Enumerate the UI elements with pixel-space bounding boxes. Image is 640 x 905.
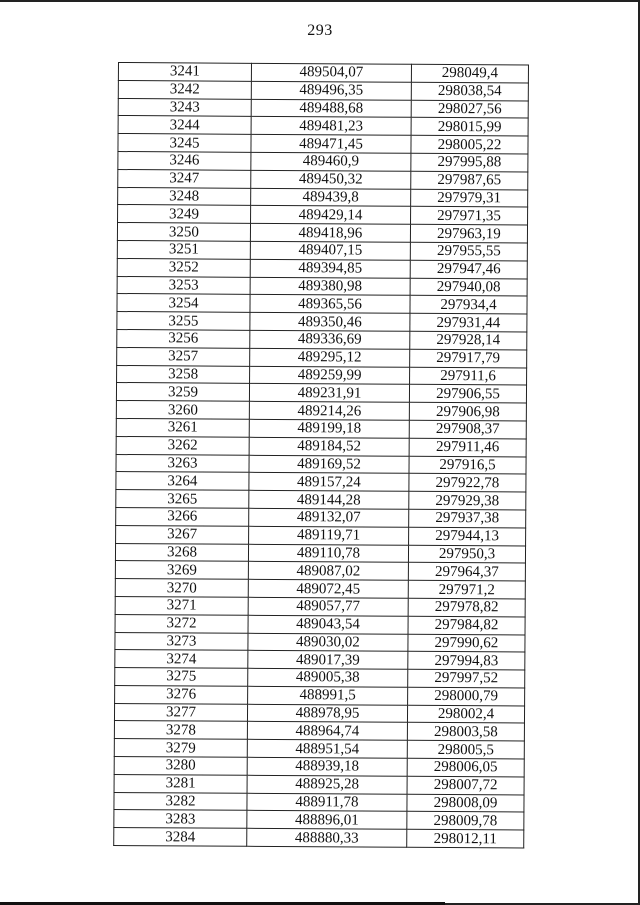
point-number-cell: 3255 bbox=[117, 312, 250, 331]
point-number-cell: 3277 bbox=[114, 703, 247, 722]
x-coordinate-cell: 489394,85 bbox=[250, 259, 410, 278]
y-coordinate-cell: 298000,79 bbox=[408, 687, 525, 706]
x-coordinate-cell: 489017,39 bbox=[248, 651, 408, 670]
point-number-cell: 3254 bbox=[117, 294, 250, 313]
x-coordinate-cell: 488925,28 bbox=[247, 775, 407, 794]
table-row bbox=[117, 312, 527, 332]
point-number-cell: 3282 bbox=[114, 792, 247, 811]
y-coordinate-cell: 297940,08 bbox=[410, 278, 527, 297]
table-row bbox=[115, 614, 525, 634]
x-coordinate-cell: 489184,52 bbox=[249, 437, 409, 456]
y-coordinate-cell: 297934,4 bbox=[410, 296, 527, 315]
x-coordinate-cell: 489380,98 bbox=[250, 277, 410, 296]
point-number-cell: 3244 bbox=[118, 116, 251, 135]
x-coordinate-cell: 488978,95 bbox=[247, 704, 407, 723]
table-row bbox=[117, 223, 527, 243]
y-coordinate-cell: 297950,3 bbox=[408, 545, 525, 564]
y-coordinate-cell: 298049,4 bbox=[411, 64, 528, 83]
x-coordinate-cell: 489496,35 bbox=[251, 81, 411, 100]
x-coordinate-cell: 489231,91 bbox=[249, 384, 409, 403]
point-number-cell: 3256 bbox=[117, 329, 250, 348]
table-row bbox=[118, 98, 528, 118]
point-number-cell: 3252 bbox=[117, 258, 250, 277]
point-number-cell: 3281 bbox=[114, 774, 247, 793]
point-number-cell: 3276 bbox=[115, 685, 248, 704]
table-row bbox=[118, 116, 528, 136]
y-coordinate-cell: 297997,52 bbox=[408, 669, 525, 688]
y-coordinate-cell: 298005,22 bbox=[411, 135, 528, 154]
table-row bbox=[114, 739, 524, 759]
x-coordinate-cell: 488939,18 bbox=[247, 757, 407, 776]
table-row bbox=[115, 561, 525, 581]
page-number: 293 bbox=[307, 22, 333, 39]
y-coordinate-cell: 298015,99 bbox=[411, 118, 528, 137]
table-row bbox=[117, 276, 527, 296]
table-row bbox=[114, 757, 524, 777]
table-row bbox=[114, 810, 524, 830]
x-coordinate-cell: 489057,77 bbox=[248, 597, 408, 616]
x-coordinate-cell: 489157,24 bbox=[249, 473, 409, 492]
coordinates-table-body bbox=[114, 63, 529, 849]
point-number-cell: 3279 bbox=[114, 739, 247, 758]
point-number-cell: 3251 bbox=[117, 240, 250, 259]
y-coordinate-cell: 297994,83 bbox=[408, 652, 525, 671]
table-row bbox=[114, 792, 524, 812]
point-number-cell: 3274 bbox=[115, 650, 248, 669]
table-row bbox=[115, 632, 525, 652]
point-number-cell: 3248 bbox=[118, 187, 251, 206]
y-coordinate-cell: 298006,05 bbox=[407, 758, 524, 777]
x-coordinate-cell: 489259,99 bbox=[250, 366, 410, 385]
y-coordinate-cell: 298038,54 bbox=[411, 82, 528, 101]
table-row bbox=[118, 169, 528, 189]
x-coordinate-cell: 488880,33 bbox=[247, 829, 407, 848]
y-coordinate-cell: 298007,72 bbox=[407, 776, 524, 795]
table-row bbox=[114, 828, 524, 848]
x-coordinate-cell: 489471,45 bbox=[251, 135, 411, 154]
x-coordinate-cell: 489336,69 bbox=[250, 330, 410, 349]
table-row bbox=[118, 151, 528, 171]
x-coordinate-cell: 489214,26 bbox=[249, 401, 409, 420]
y-coordinate-cell: 297917,79 bbox=[410, 349, 527, 368]
x-coordinate-cell: 489418,96 bbox=[250, 223, 410, 242]
y-coordinate-cell: 298027,56 bbox=[411, 100, 528, 119]
point-number-cell: 3242 bbox=[118, 80, 251, 99]
point-number-cell: 3283 bbox=[114, 810, 247, 829]
table-row bbox=[116, 472, 526, 492]
x-coordinate-cell: 488896,01 bbox=[247, 811, 407, 830]
x-coordinate-cell: 488951,54 bbox=[247, 740, 407, 759]
y-coordinate-cell: 297971,2 bbox=[408, 580, 525, 599]
x-coordinate-cell: 489504,07 bbox=[251, 63, 411, 82]
table-row bbox=[116, 418, 526, 438]
x-coordinate-cell: 489429,14 bbox=[251, 206, 411, 225]
table-row bbox=[114, 703, 524, 723]
table-row bbox=[118, 63, 528, 83]
y-coordinate-cell: 298008,09 bbox=[407, 794, 524, 813]
point-number-cell: 3259 bbox=[116, 383, 249, 402]
table-row bbox=[117, 294, 527, 314]
table-row bbox=[117, 365, 527, 385]
x-coordinate-cell: 488991,5 bbox=[248, 686, 408, 705]
table-row bbox=[115, 685, 525, 705]
x-coordinate-cell: 489072,45 bbox=[248, 579, 408, 598]
scan-border-top bbox=[0, 0, 640, 2]
point-number-cell: 3264 bbox=[116, 472, 249, 491]
point-number-cell: 3258 bbox=[117, 365, 250, 384]
x-coordinate-cell: 489043,54 bbox=[248, 615, 408, 634]
x-coordinate-cell: 489199,18 bbox=[249, 419, 409, 438]
point-number-cell: 3267 bbox=[116, 525, 249, 544]
y-coordinate-cell: 297990,62 bbox=[408, 634, 525, 653]
point-number-cell: 3243 bbox=[118, 98, 251, 117]
y-coordinate-cell: 298012,11 bbox=[407, 830, 524, 849]
table-row bbox=[116, 383, 526, 403]
point-number-cell: 3284 bbox=[114, 828, 247, 847]
x-coordinate-cell: 488911,78 bbox=[247, 793, 407, 812]
x-coordinate-cell: 489144,28 bbox=[249, 490, 409, 509]
x-coordinate-cell: 489030,02 bbox=[248, 633, 408, 652]
table-row bbox=[116, 436, 526, 456]
point-number-cell: 3261 bbox=[116, 418, 249, 437]
table-row bbox=[117, 347, 527, 367]
table-row bbox=[116, 401, 526, 421]
point-number-cell: 3272 bbox=[115, 614, 248, 633]
x-coordinate-cell: 489407,15 bbox=[250, 241, 410, 260]
y-coordinate-cell: 298009,78 bbox=[407, 812, 524, 831]
point-number-cell: 3271 bbox=[115, 596, 248, 615]
table-row bbox=[117, 240, 527, 260]
point-number-cell: 3249 bbox=[118, 205, 251, 224]
x-coordinate-cell: 489350,46 bbox=[250, 312, 410, 331]
y-coordinate-cell: 297929,38 bbox=[409, 491, 526, 510]
table-row bbox=[116, 507, 526, 527]
table-row bbox=[114, 721, 524, 741]
table-row bbox=[115, 596, 525, 616]
x-coordinate-cell: 489450,32 bbox=[251, 170, 411, 189]
x-coordinate-cell: 489488,68 bbox=[251, 99, 411, 118]
point-number-cell: 3263 bbox=[116, 454, 249, 473]
table-row bbox=[114, 774, 524, 794]
x-coordinate-cell: 488964,74 bbox=[247, 722, 407, 741]
y-coordinate-cell: 297916,5 bbox=[409, 456, 526, 475]
table-row bbox=[115, 668, 525, 688]
y-coordinate-cell: 297906,98 bbox=[409, 402, 526, 421]
y-coordinate-cell: 297971,35 bbox=[411, 207, 528, 226]
point-number-cell: 3278 bbox=[114, 721, 247, 740]
y-coordinate-cell: 298005,5 bbox=[407, 741, 524, 760]
point-number-cell: 3241 bbox=[118, 63, 251, 82]
x-coordinate-cell: 489132,07 bbox=[249, 508, 409, 527]
table-row bbox=[117, 329, 527, 349]
y-coordinate-cell: 297908,37 bbox=[409, 420, 526, 439]
point-number-cell: 3273 bbox=[115, 632, 248, 651]
coordinates-table bbox=[113, 62, 529, 849]
table-row bbox=[118, 187, 528, 207]
y-coordinate-cell: 297964,37 bbox=[408, 563, 525, 582]
y-coordinate-cell: 297963,19 bbox=[410, 224, 527, 243]
y-coordinate-cell: 297931,44 bbox=[410, 313, 527, 332]
x-coordinate-cell: 489460,9 bbox=[251, 152, 411, 171]
x-coordinate-cell: 489481,23 bbox=[251, 117, 411, 136]
point-number-cell: 3268 bbox=[115, 543, 248, 562]
table-row bbox=[115, 543, 525, 563]
point-number-cell: 3266 bbox=[116, 507, 249, 526]
point-number-cell: 3247 bbox=[118, 169, 251, 188]
y-coordinate-cell: 297911,6 bbox=[410, 367, 527, 386]
point-number-cell: 3280 bbox=[114, 757, 247, 776]
x-coordinate-cell: 489169,52 bbox=[249, 455, 409, 474]
y-coordinate-cell: 297979,31 bbox=[411, 189, 528, 208]
point-number-cell: 3260 bbox=[116, 401, 249, 420]
y-coordinate-cell: 297955,55 bbox=[410, 242, 527, 261]
x-coordinate-cell: 489295,12 bbox=[250, 348, 410, 367]
y-coordinate-cell: 297928,14 bbox=[410, 331, 527, 350]
table-row bbox=[118, 205, 528, 225]
y-coordinate-cell: 297947,46 bbox=[410, 260, 527, 279]
x-coordinate-cell: 489365,56 bbox=[250, 295, 410, 314]
point-number-cell: 3245 bbox=[118, 134, 251, 153]
x-coordinate-cell: 489119,71 bbox=[249, 526, 409, 545]
y-coordinate-cell: 297911,46 bbox=[409, 438, 526, 457]
x-coordinate-cell: 489110,78 bbox=[248, 544, 408, 563]
y-coordinate-cell: 297984,82 bbox=[408, 616, 525, 635]
x-coordinate-cell: 489087,02 bbox=[248, 562, 408, 581]
point-number-cell: 3253 bbox=[117, 276, 250, 295]
point-number-cell: 3246 bbox=[118, 151, 251, 170]
y-coordinate-cell: 297906,55 bbox=[409, 385, 526, 404]
point-number-cell: 3262 bbox=[116, 436, 249, 455]
y-coordinate-cell: 297944,13 bbox=[409, 527, 526, 546]
y-coordinate-cell: 297995,88 bbox=[411, 153, 528, 172]
y-coordinate-cell: 297978,82 bbox=[408, 598, 525, 617]
table-row bbox=[116, 490, 526, 510]
point-number-cell: 3250 bbox=[117, 223, 250, 242]
table-row bbox=[116, 525, 526, 545]
y-coordinate-cell: 298002,4 bbox=[407, 705, 524, 724]
table-row bbox=[116, 454, 526, 474]
point-number-cell: 3269 bbox=[115, 561, 248, 580]
table-row bbox=[118, 80, 528, 100]
point-number-cell: 3257 bbox=[117, 347, 250, 366]
x-coordinate-cell: 489005,38 bbox=[248, 668, 408, 687]
table-row bbox=[115, 650, 525, 670]
y-coordinate-cell: 297922,78 bbox=[409, 474, 526, 493]
table-row bbox=[117, 258, 527, 278]
point-number-cell: 3275 bbox=[115, 668, 248, 687]
y-coordinate-cell: 297987,65 bbox=[411, 171, 528, 190]
point-number-cell: 3265 bbox=[116, 490, 249, 509]
table-row bbox=[118, 134, 528, 154]
point-number-cell: 3270 bbox=[115, 579, 248, 598]
x-coordinate-cell: 489439,8 bbox=[251, 188, 411, 207]
y-coordinate-cell: 297937,38 bbox=[409, 509, 526, 528]
y-coordinate-cell: 298003,58 bbox=[407, 723, 524, 742]
table-row bbox=[115, 579, 525, 599]
